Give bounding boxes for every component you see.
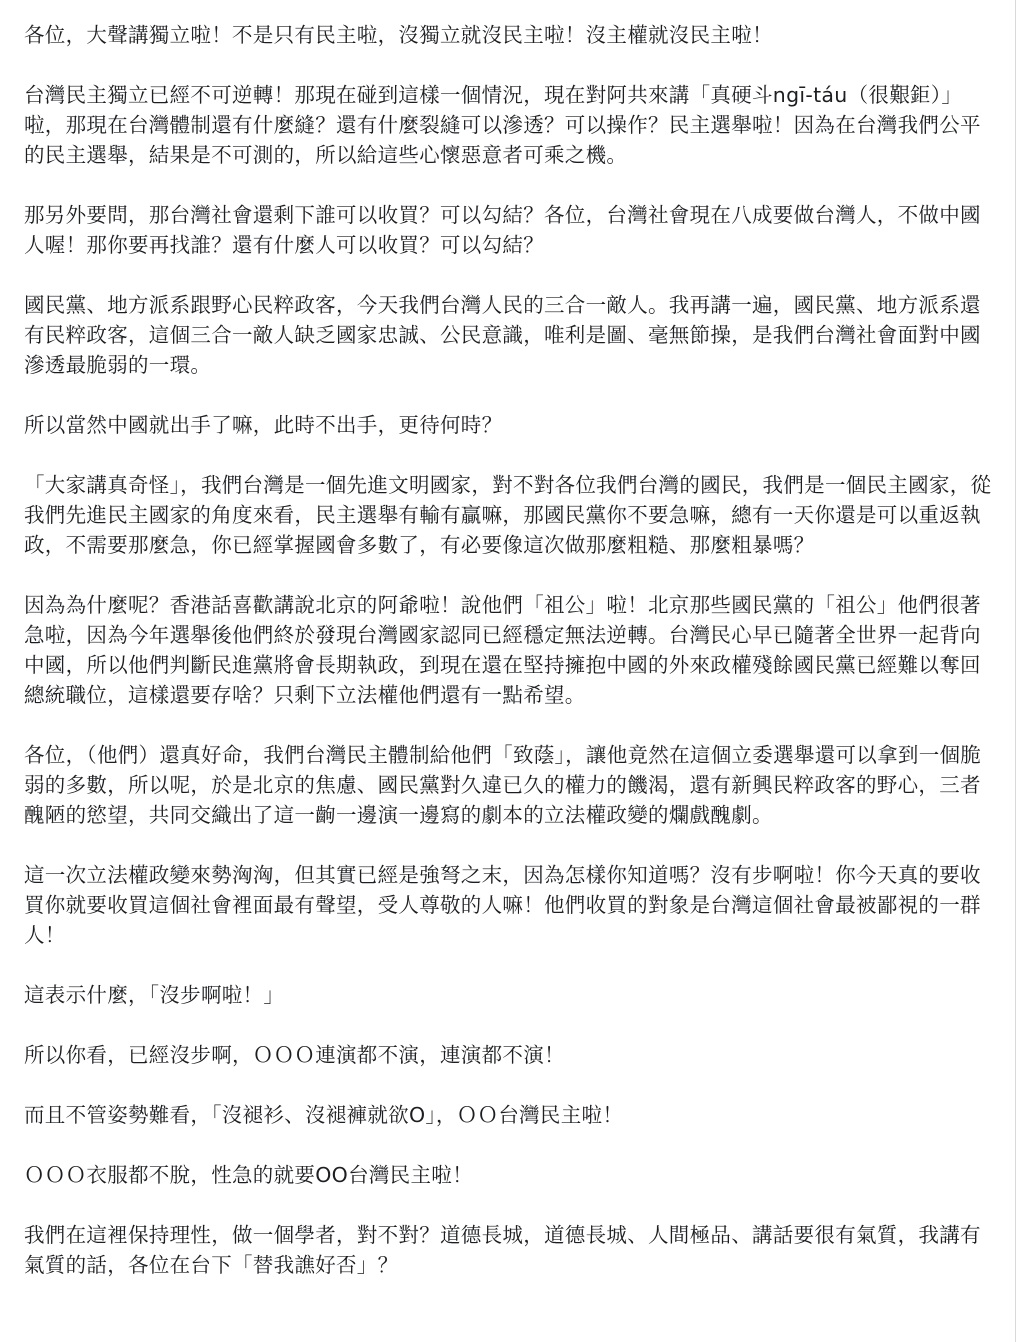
paragraph: 所以當然中國就出手了嘛，此時不出手，更待何時？ <box>24 413 503 437</box>
paragraph: 而且不管姿勢難看，「沒褪衫、沒褪褲就欲O」，ＯＯ台灣民主啦！ <box>24 1103 624 1127</box>
paragraph: 國民黨、地方派系跟野心民粹政客，今天我們台灣人民的三合一敵人。我再講一遍，國民黨、地方派系還有民粹政客，這個三合一敵人缺乏國家忠誠、公民意識，唯利是圖、毫無節操，是我們台灣社會面對中國滲透最脆弱的一環。 <box>24 293 981 377</box>
paragraph: 那另外要問，那台灣社會還剩下誰可以收買？可以勾結？各位，台灣社會現在八成要做台灣人，不做中國人喔！那你要再找誰？還有什麼人可以收買？可以勾結？ <box>24 203 981 257</box>
paragraph: 「大家講真奇怪」，我們台灣是一個先進文明國家，對不對各位我們台灣的國民，我們是一個民主國家，從我們先進民主國家的角度來看，民主選舉有輸有贏嘛，那國民黨你不要急嘛，總有一天你還是可以重返執政，不需要那麼急，你已經掌握國會多數了，有必要像這次做那麼粗糙、那麼粗暴嗎？ <box>24 473 992 557</box>
paragraph: 各位，大聲講獨立啦！不是只有民主啦，沒獨立就沒民主啦！沒主權就沒民主啦！ <box>24 23 773 47</box>
paragraph: 因為為什麼呢？香港話喜歡講說北京的阿爺啦！說他們「祖公」啦！北京那些國民黨的「祖公」他們很著急啦，因為今年選舉後他們終於發現台灣國家認同已經穩定無法逆轉。台灣民心早已隨著全世界一起背向中國，所以他們判斷民進黨將會長期執政，到現在還在堅持擁抱中國的外來政權殘餘國民黨已經難以奪回總統職位，這樣還要存啥？只剩下立法權他們還有一點希望。 <box>24 593 981 707</box>
paragraph: 所以你看，已經沒步啊，ＯＯＯ連演都不演，連演都不演！ <box>24 1043 565 1067</box>
paragraph: 各位，（他們）還真好命，我們台灣民主體制給他們「致蔭」，讓他竟然在這個立委選舉還可以拿到一個脆弱的多數，所以呢，於是北京的焦慮、國民黨對久違已久的權力的饑渴，還有新興民粹政客的野心，三者醜陋的慾望，共同交織出了這一齣一邊演一邊寫的劇本的立法權政變的爛戲醜劇。 <box>24 743 982 827</box>
paragraph: ＯＯＯ衣服都不脫，性急的就要OO台灣民主啦！ <box>24 1163 473 1187</box>
post-body <box>24 20 994 1310</box>
paragraph: 我們在這裡保持理性，做一個學者，對不對？道德長城，道德長城、人間極品、講話要很有氣質，我講有氣質的話，各位在台下「替我譙好否」？ <box>24 1223 981 1277</box>
paragraph: 這表示什麼，「沒步啊啦！」 <box>24 983 285 1007</box>
paragraph: 這一次立法權政變來勢洶洶，但其實已經是強弩之末，因為怎樣你知道嗎？沒有步啊啦！你今天真的要收買你就要收買這個社會裡面最有聲望，受人尊敬的人嘛！他們收買的對象是台灣這個社會最被鄙視的一群人！ <box>24 863 981 947</box>
paragraph: 台灣民主獨立已經不可逆轉！那現在碰到這樣一個情況，現在對阿共來講「真硬斗ngī-táu（很艱鉅）」啦，那現在台灣體制還有什麼縫？還有什麼裂縫可以滲透？可以操作？民主選舉啦！因為在台灣我們公平的民主選舉，結果是不可測的，所以給這些心懷惡意者可乘之機。 <box>24 83 981 167</box>
